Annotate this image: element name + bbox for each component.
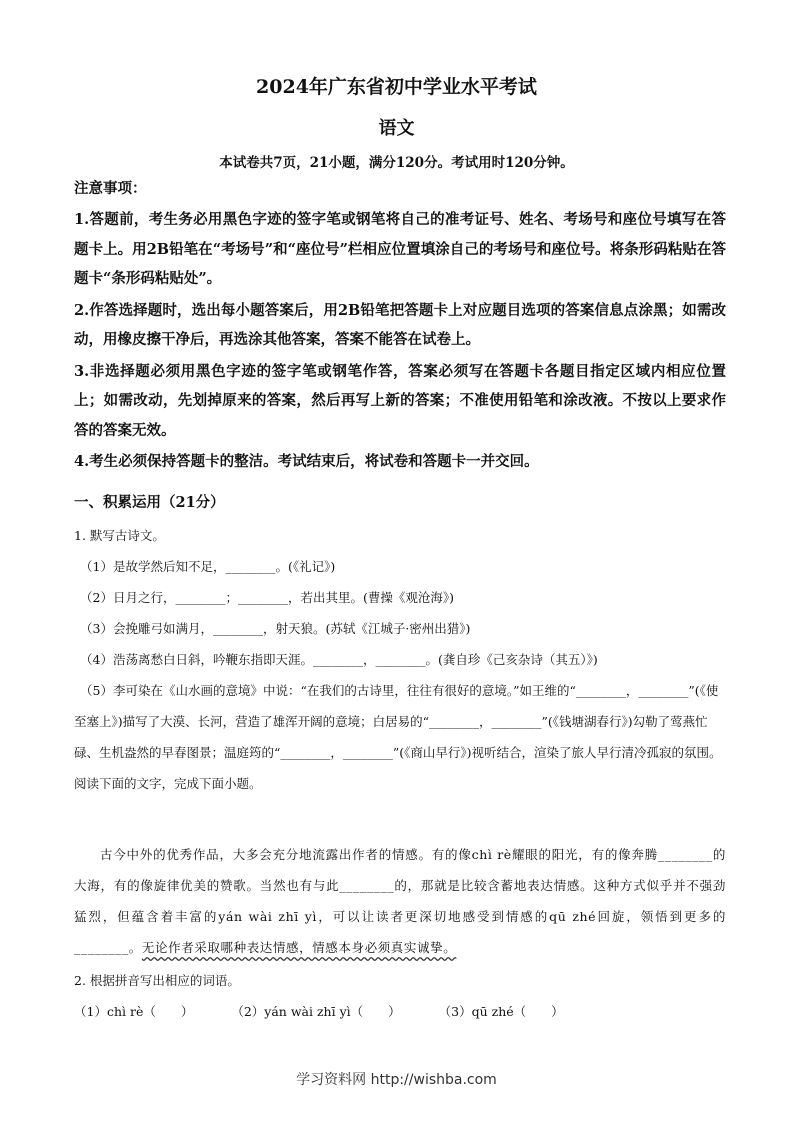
question-2 xyxy=(74,965,726,1027)
question-stem: 2. 根据拼音写出相应的词语。 xyxy=(74,973,240,988)
section-heading: 一、积累运用（21分） xyxy=(74,494,225,511)
question-part: （1）是故学然后知不足，________。(《礼记》) xyxy=(80,559,336,574)
reading-instruction: 阅读下面的文字，完成下面小题。 xyxy=(74,776,262,791)
pinyin-item: （3）qū zhé（ ） xyxy=(438,1004,564,1019)
notice-item: 1.答题前，考生务必用黑色字迹的签字笔或钢笔将自己的准考证号、姓名、考场号和座位号填写在答题卡上。用2B铅笔在“考场号”和“座位号”栏相应位置填涂自己的考场号和座位号。将条形码粘贴在答题卡“条形码粘贴处”。 xyxy=(74,211,726,287)
notice-item: 4.考生必须保持答题卡的整洁。考试结束后，将试卷和答题卡一并交回。 xyxy=(74,453,539,470)
passage-wavy-sentence: 无论作者采取哪种表达情感，情感本身必须真实诚挚。 xyxy=(141,940,457,955)
question-part: （2）日月之行，________；________，若出其里。(曹操《观沧海》) xyxy=(80,590,454,605)
pinyin-item: （1）chì rè（ ） xyxy=(74,1004,194,1019)
notices-list xyxy=(74,205,726,479)
question-stem: 1. 默写古诗文。 xyxy=(74,528,165,543)
question-part: （4）浩荡离愁白日斜，吟鞭东指即天涯。________，________。(龚自珍《己亥杂诗（其五）》) xyxy=(80,652,598,667)
passage-text: 古今中外的优秀作品，大多会充分地流露出作者的情感。有的像chì rè耀眼的阳光，有的像奔腾________的大海，有的像旋律优美的赞歌。当然也有与此________的，那就是比较含蓄地表达情感。这种方式似乎并不强劲猛烈，但蕴含着丰富的yán wài zhī yì，可以让读者更深切地感受到情感的qū zhé回旋，领悟到更多的________。 xyxy=(74,847,726,955)
exam-intro: 本试卷共7页，21小题，满分120分。考试用时120分钟。 xyxy=(219,155,574,171)
notice-item: 3.非选择题必须用黑色字迹的签字笔或钢笔作答，答案必须写在答题卡各题目指定区域内相应位置上；如需改动，先划掉原来的答案，然后再写上新的答案；不准使用铅笔和涂改液。不按以上要求作答的答案无效。 xyxy=(74,362,726,439)
question-part: （3）会挽雕弓如满月，________，射天狼。(苏轼《江城子·密州出猎》) xyxy=(80,621,471,636)
notice-item: 2.作答选择题时，选出每小题答案后，用2B铅笔把答题卡上对应题目选项的答案信息点涂黑；如需改动，用橡皮擦干净后，再选涂其他答案，答案不能答在试卷上。 xyxy=(74,301,726,348)
pinyin-items xyxy=(74,996,726,1027)
question-part: （5）李可染在《山水画的意境》中说：“在我们的古诗里，往往有很好的意境。”如王维的“________，________”(《使至塞上》)描写了大漠、长河，营造了雄浑开阔的意境；白居易的“________，________”(《钱塘湖春行》)勾勒了莺燕忙碌、生机盎然的早春图景；温庭筠的“________，________”(《商山早行》)视听结合，渲染了旅人早行清冷孤寂的氛围。 xyxy=(74,683,722,760)
notices-heading: 注意事项： xyxy=(74,180,147,197)
reading-passage xyxy=(74,839,726,963)
pinyin-item: （2）yán wài zhī yì（ ） xyxy=(231,1004,401,1019)
subject-title: 语文 xyxy=(378,118,415,139)
exam-title: 2024年广东省初中学业水平考试 xyxy=(256,76,537,98)
question-1 xyxy=(74,520,726,799)
footer-watermark: 学习资料网 http://wishba.com xyxy=(296,1072,497,1088)
